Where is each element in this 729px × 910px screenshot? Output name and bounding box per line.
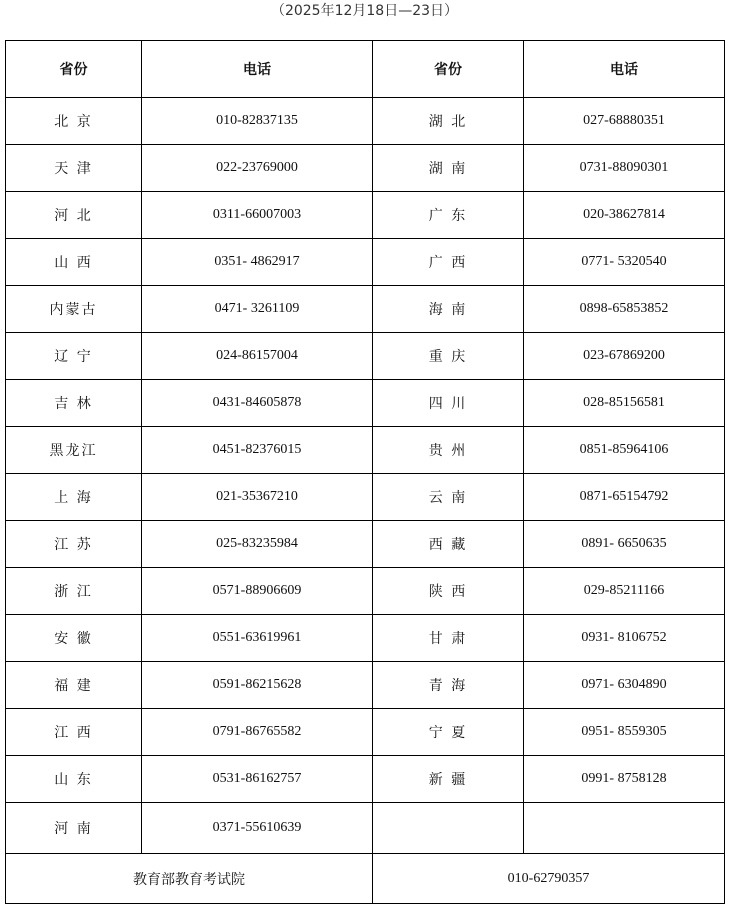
province-cell: 宁 夏 xyxy=(373,709,524,756)
province-cell: 西 藏 xyxy=(373,521,524,568)
province-cell: 甘 肃 xyxy=(373,615,524,662)
phone-cell: 020-38627814 xyxy=(524,192,725,239)
phone-cell: 0451-82376015 xyxy=(142,427,373,474)
province-cell: 黑龙江 xyxy=(6,427,142,474)
province-cell: 福 建 xyxy=(6,662,142,709)
province-cell: 海 南 xyxy=(373,286,524,333)
phone-cell: 025-83235984 xyxy=(142,521,373,568)
province-cell: 广 东 xyxy=(373,192,524,239)
phone-cell: 022-23769000 xyxy=(142,145,373,192)
phone-cell xyxy=(524,803,725,854)
phone-cell: 0551-63619961 xyxy=(142,615,373,662)
table-row xyxy=(6,98,725,145)
table-row xyxy=(6,709,725,756)
province-cell: 安 徽 xyxy=(6,615,142,662)
province-cell: 贵 州 xyxy=(373,427,524,474)
phone-cell: 0971- 6304890 xyxy=(524,662,725,709)
table-row xyxy=(6,521,725,568)
province-cell: 山 东 xyxy=(6,756,142,803)
phone-cell: 021-35367210 xyxy=(142,474,373,521)
table-row xyxy=(6,333,725,380)
phone-cell: 0371-55610639 xyxy=(142,803,373,854)
phone-cell: 024-86157004 xyxy=(142,333,373,380)
phone-cell: 0931- 8106752 xyxy=(524,615,725,662)
table-row xyxy=(6,145,725,192)
province-cell: 云 南 xyxy=(373,474,524,521)
table-row xyxy=(6,192,725,239)
province-cell: 青 海 xyxy=(373,662,524,709)
phone-cell: 0731-88090301 xyxy=(524,145,725,192)
table-row xyxy=(6,380,725,427)
province-cell: 浙 江 xyxy=(6,568,142,615)
province-cell: 重 庆 xyxy=(373,333,524,380)
province-cell: 江 西 xyxy=(6,709,142,756)
province-cell xyxy=(373,803,524,854)
phone-cell: 0591-86215628 xyxy=(142,662,373,709)
footer-org-name: 教育部教育考试院 xyxy=(6,854,373,904)
phone-cell: 028-85156581 xyxy=(524,380,725,427)
table-row xyxy=(6,662,725,709)
province-cell: 吉 林 xyxy=(6,380,142,427)
table-row xyxy=(6,615,725,662)
phone-cell: 0898-65853852 xyxy=(524,286,725,333)
phone-cell: 0531-86162757 xyxy=(142,756,373,803)
header-phone-right: 电话 xyxy=(524,41,725,98)
phone-cell: 029-85211166 xyxy=(524,568,725,615)
phone-cell: 0891- 6650635 xyxy=(524,521,725,568)
phone-cell: 0571-88906609 xyxy=(142,568,373,615)
page-subtitle: （2025年12月18日—23日） xyxy=(270,3,459,19)
province-cell: 山 西 xyxy=(6,239,142,286)
phone-cell: 023-67869200 xyxy=(524,333,725,380)
table-row xyxy=(6,568,725,615)
province-cell: 内蒙古 xyxy=(6,286,142,333)
contact-phone-table xyxy=(5,40,725,904)
table-footer-row xyxy=(6,854,725,904)
table-body xyxy=(6,98,725,854)
province-cell: 上 海 xyxy=(6,474,142,521)
header-province-left: 省份 xyxy=(6,41,142,98)
table-row xyxy=(6,286,725,333)
phone-cell: 0951- 8559305 xyxy=(524,709,725,756)
province-cell: 河 南 xyxy=(6,803,142,854)
header-phone-left: 电话 xyxy=(142,41,373,98)
footer-org-phone: 010-62790357 xyxy=(373,854,725,904)
phone-cell: 0311-66007003 xyxy=(142,192,373,239)
phone-cell: 0791-86765582 xyxy=(142,709,373,756)
province-cell: 湖 南 xyxy=(373,145,524,192)
phone-cell: 0351- 4862917 xyxy=(142,239,373,286)
province-cell: 北 京 xyxy=(6,98,142,145)
header-province-right: 省份 xyxy=(373,41,524,98)
province-cell: 湖 北 xyxy=(373,98,524,145)
table-row xyxy=(6,474,725,521)
province-cell: 江 苏 xyxy=(6,521,142,568)
province-cell: 辽 宁 xyxy=(6,333,142,380)
province-cell: 陕 西 xyxy=(373,568,524,615)
table-row xyxy=(6,803,725,854)
phone-cell: 027-68880351 xyxy=(524,98,725,145)
phone-cell: 010-82837135 xyxy=(142,98,373,145)
phone-cell: 0851-85964106 xyxy=(524,427,725,474)
province-cell: 新 疆 xyxy=(373,756,524,803)
province-cell: 天 津 xyxy=(6,145,142,192)
table-header-row xyxy=(6,41,725,98)
phone-cell: 0471- 3261109 xyxy=(142,286,373,333)
phone-cell: 0991- 8758128 xyxy=(524,756,725,803)
phone-cell: 0871-65154792 xyxy=(524,474,725,521)
province-cell: 广 西 xyxy=(373,239,524,286)
province-cell: 四 川 xyxy=(373,380,524,427)
table-row xyxy=(6,427,725,474)
table-row xyxy=(6,756,725,803)
province-cell: 河 北 xyxy=(6,192,142,239)
phone-cell: 0771- 5320540 xyxy=(524,239,725,286)
phone-cell: 0431-84605878 xyxy=(142,380,373,427)
table-row xyxy=(6,239,725,286)
